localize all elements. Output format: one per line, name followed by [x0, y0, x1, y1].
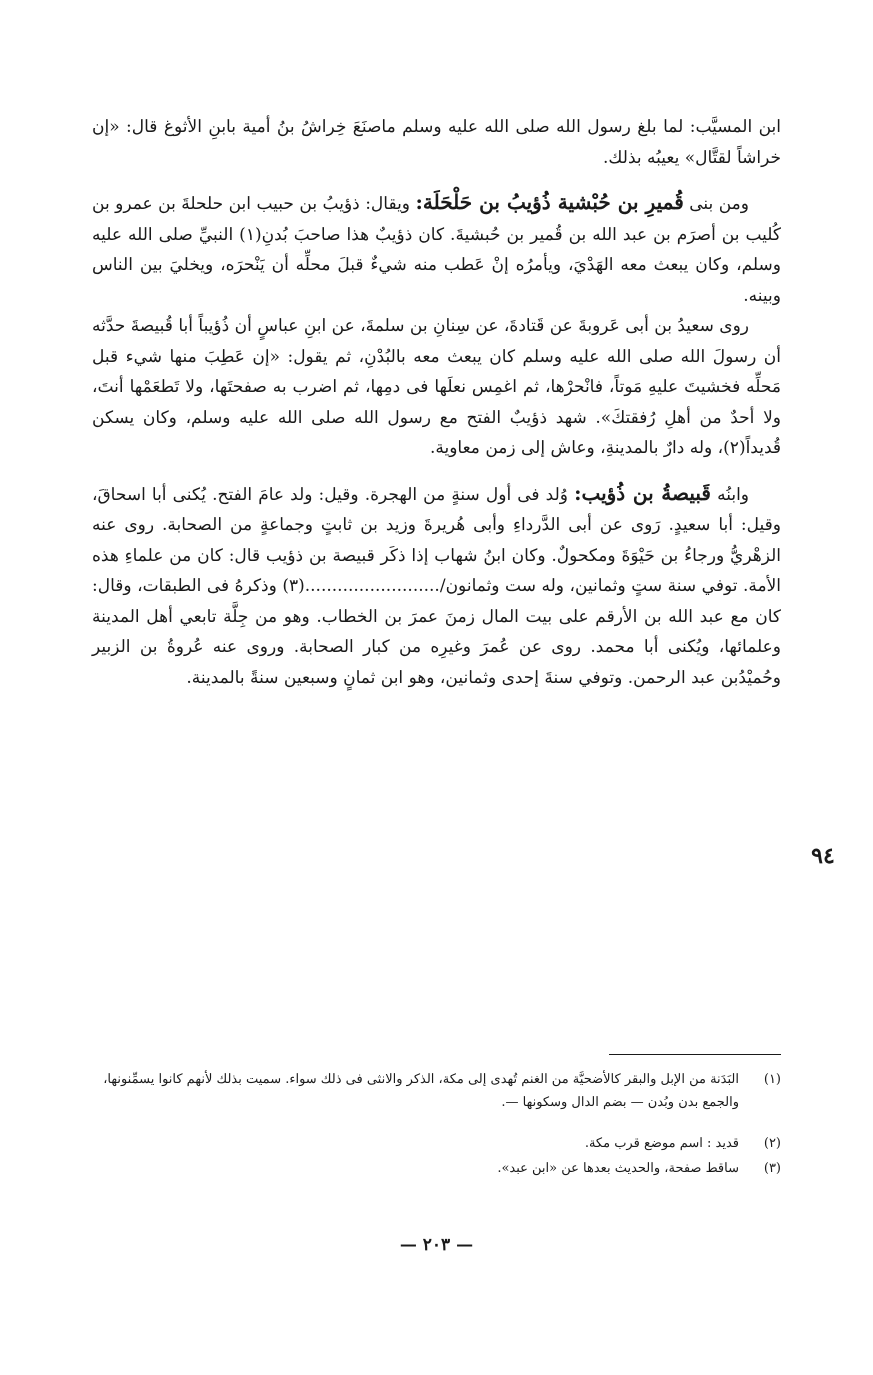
- entry-heading-dhuayb: قُميرِ بن حُبْشية ذُؤيبُ بن حَلْحَلَة:: [415, 190, 684, 214]
- paragraph-1: [92, 112, 781, 173]
- paragraph-4-text: وُلد فى أول سنةٍ من الهجرة. وقيل: ولد عامَ الفتح. يُكنى أبا اسحاقَ، وقيل: أبا سعيدٍ. رَوى عن أبى الدَّرداءِ وأبى هُريرةَ وزيد بن ثابتٍ وجماعةٍ من الصحابة. روى عنه الزهْريُّ ورجاءُ بن حَيْوَةَ ومكحولٌ. وكان ابنُ شهاب إذا ذكَر قبيصة بن ذؤيب قال: كان من علماءِ هذه الأمة. توفي سنة ستٍ وثمانين، وله ست وثمانون/.........................(٣) وذكرهُ فى الطبقات، وقال: كان مع عبد الله بن الأرقم على بيت المال زمنَ عمرَ بن الخطاب. وهو من جِلَّة تابعي أهل المدينة وعلمائها، ويُكنى أبا محمد. روى عن عُمرَ وغيرِه من كبار الصحابة. وروى عنه عُروةُ بن الزبير وحُميْدُبن عبد الرحمن. وتوفي سنةَ إحدى وثمانين، وهو ابن ثمانٍ وسبعين سنةً بالمدينة.: [92, 484, 782, 688]
- footnote-1: [100, 1068, 781, 1114]
- footnote-2: [100, 1132, 781, 1155]
- entry-heading-qabisa: قَبيصةُ بن ذُؤيب:: [574, 480, 711, 505]
- footnote-1-text: البَدَنة من الإبل والبقر كالأضحيَّة من الغنم تُهدى إلى مكة، الذكر والانثى فى ذلك سواء. سميت بذلك لأنهم كانوا يسمِّنونها، والجمع بدن وبُدن — بضم الدال وسكونها —.: [103, 1072, 739, 1110]
- paragraph-3: روى سعيدُ بن أبى عَروبةَ عن قَتادةَ، عن سِنانِ بن سلمةَ، عن ابنِ عباسٍ أن ذُؤيباً أبا قُبيصةَ حدَّثه أن رسولَ الله صلى الله عليه وسلم كان يبعث معه بالبُدْنِ، ثم يقول: «إن عَطِبَ منها شيء قبل مَحلِّه فخشيتَ عليهِ مَوتاً، فانْحرْها، ثم اغمِس نعلَها فى دمِها، ثم اضرب به صفحتَها، ولا تَطعَمْها أنتَ، ولا أحدٌ من أهلِ رُفقتكَ». شهد ذؤيبٌ الفتح مع رسول الله صلى الله عليه وسلم، وكان يسكن قُديداً(٢)، وله دارٌ بالمدينةِ، وعاش إلى زمن معاوية.: [92, 316, 781, 458]
- paragraph-4-lead: وابنُه: [717, 484, 750, 505]
- paragraph-4: [92, 478, 781, 694]
- footnote-3-text: ساقط صفحة، والحديث بعدها عن «ابن عبد».: [497, 1161, 739, 1176]
- footnote-3-marker: (٣): [763, 1161, 781, 1176]
- footnote-divider: [609, 1054, 781, 1055]
- paragraph-1-line-2: الأثوغ قال: «إن خراشاً لقتَّال» يعيبُه بذلك.: [92, 117, 781, 168]
- paragraph-2-lead: ومن بنى: [689, 194, 749, 214]
- footnote-3: [100, 1157, 781, 1180]
- paragraph-2-text: ويقال: ذؤيبُ بن حبيب ابن حلحلةَ بن عمرو بن كُليب بن أصرَم بن عبد الله بن قُمير بن حُبشيةَ. كان ذؤيبٌ هذا صاحبَ بُدنِ(١) النبيِّ صلى الله عليه وسلم، وكان يبعث معه الهَدْيَ، ويأمرُه إنْ عَطب منه شيءٌ قبلَ محلِّه أن يَنْحرَه، ويخليَ بين الناس وبينه.: [92, 194, 781, 306]
- footnote-1-marker: (١): [763, 1072, 781, 1087]
- page-number: — ٢٠٣ —: [399, 1235, 474, 1255]
- footnotes: [100, 1068, 781, 1180]
- paragraph-1-line-1: ابن المسيَّب: لما بلغ رسول الله صلى الله عليه وسلم ماصنَعَ خِراشُ بنُ أمية بابنِ: [208, 117, 781, 137]
- margin-page-reference: ٩٤: [811, 843, 835, 869]
- main-text: [92, 112, 781, 693]
- footnote-2-marker: (٢): [763, 1136, 781, 1151]
- footnote-2-text: قديد : اسم موضع قرب مكة.: [584, 1136, 739, 1151]
- paragraph-2: [92, 187, 781, 311]
